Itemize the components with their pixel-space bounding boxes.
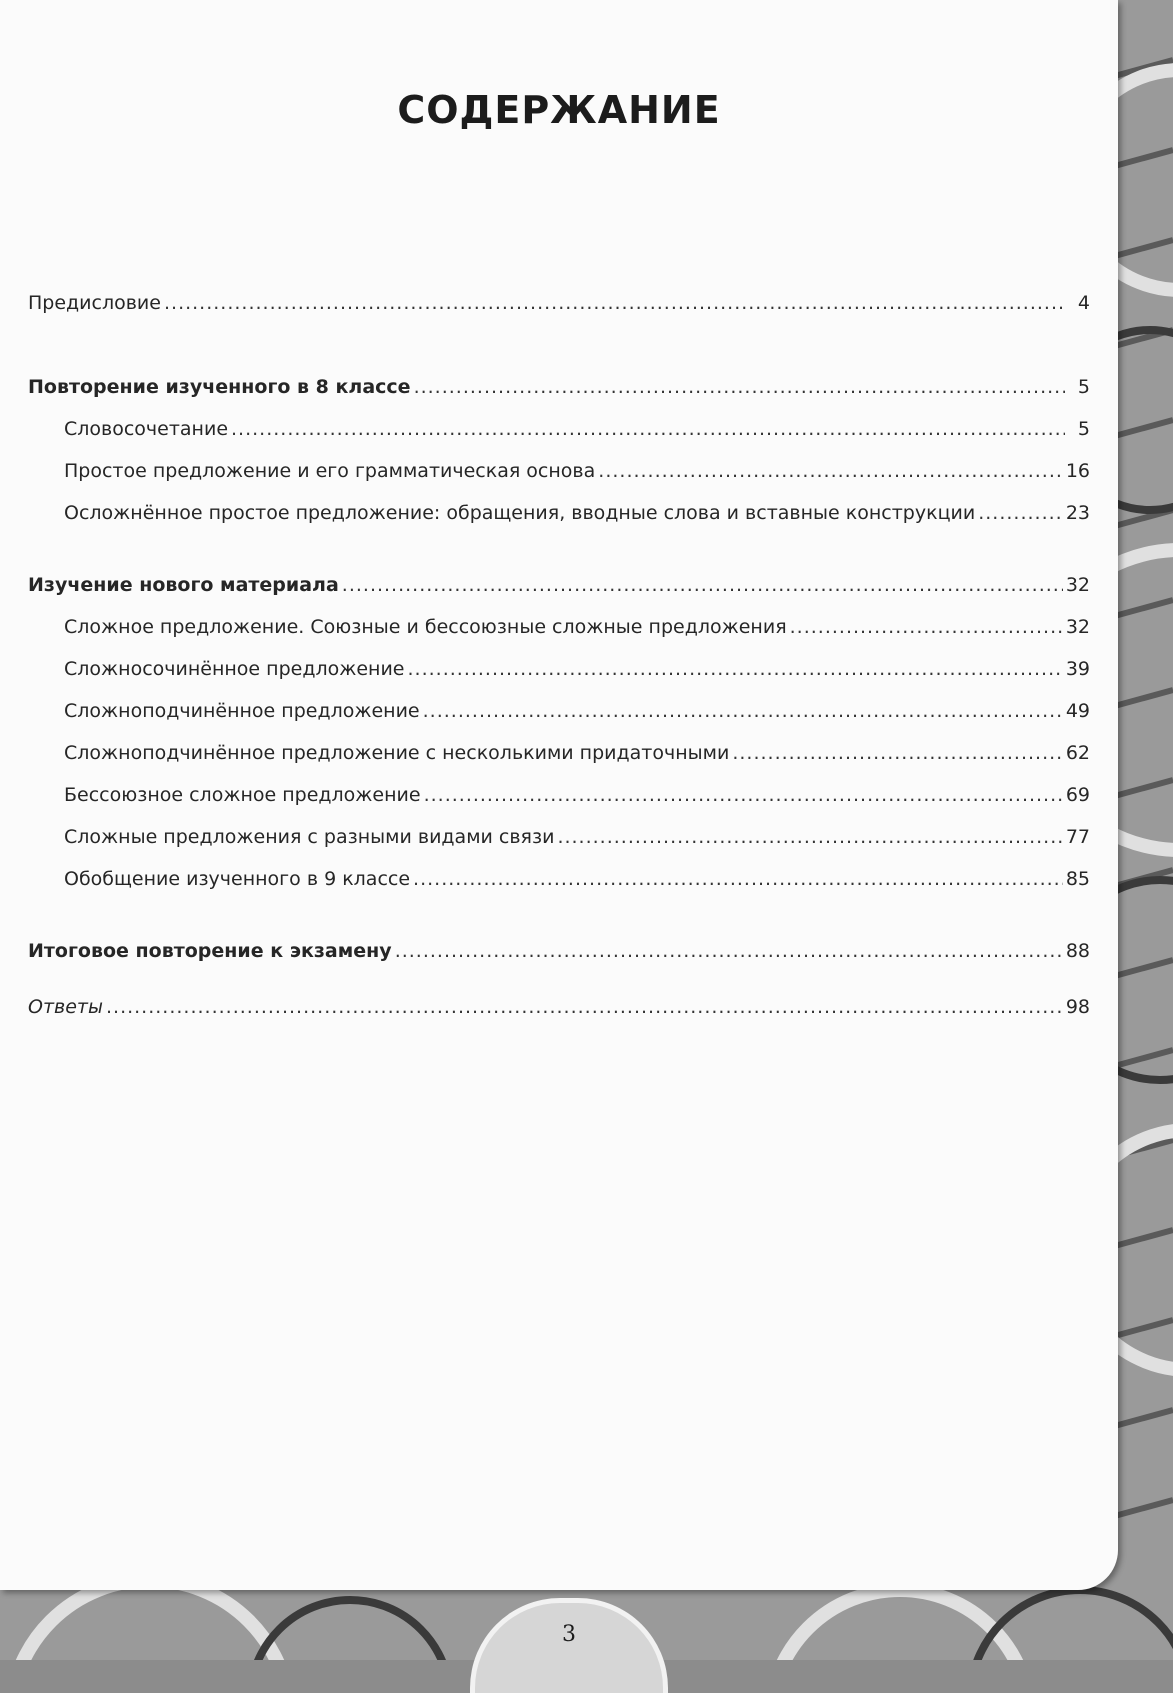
toc-entry-compound-sentence[interactable] bbox=[28, 658, 1090, 700]
dot-leader bbox=[342, 574, 1063, 596]
dot-leader bbox=[732, 742, 1062, 764]
toc-entry-label: Обобщение изученного в 9 классе bbox=[64, 868, 411, 890]
toc-entry-label: Сложносочинённое предложение bbox=[64, 658, 405, 680]
toc-entry-preface[interactable] bbox=[28, 292, 1090, 334]
toc-entry-page: 16 bbox=[1065, 460, 1090, 482]
toc-entry-page: 49 bbox=[1065, 700, 1090, 722]
toc-entry-page: 23 bbox=[1065, 502, 1090, 524]
toc-entry-page: 98 bbox=[1065, 996, 1090, 1018]
dot-leader bbox=[557, 826, 1062, 848]
table-of-contents bbox=[28, 292, 1090, 1038]
toc-entry-complicated-simple-sentence[interactable] bbox=[28, 502, 1090, 544]
toc-entry-page: 32 bbox=[1065, 616, 1090, 638]
toc-entry-page: 32 bbox=[1065, 574, 1090, 596]
toc-entry-label: Бессоюзное сложное предложение bbox=[64, 784, 421, 806]
dot-leader bbox=[790, 616, 1063, 638]
toc-entry-simple-sentence[interactable] bbox=[28, 460, 1090, 502]
page-number: 3 bbox=[562, 1622, 576, 1647]
dot-leader bbox=[395, 940, 1063, 962]
dot-leader bbox=[106, 996, 1063, 1018]
toc-entry-page: 85 bbox=[1065, 868, 1090, 890]
toc-section-final-review[interactable] bbox=[28, 940, 1090, 982]
dot-leader bbox=[978, 502, 1063, 524]
page-title: СОДЕРЖАНИЕ bbox=[397, 88, 721, 132]
toc-entry-mixed-connection[interactable] bbox=[28, 826, 1090, 868]
toc-entry-label: Простое предложение и его грамматическая основа bbox=[64, 460, 596, 482]
toc-entry-page: 39 bbox=[1065, 658, 1090, 680]
toc-entry-page: 5 bbox=[1077, 376, 1090, 398]
dot-leader bbox=[231, 418, 1065, 440]
toc-entry-page: 69 bbox=[1065, 784, 1090, 806]
toc-section-label: Итоговое повторение к экзамену bbox=[28, 940, 392, 962]
toc-entry-page: 4 bbox=[1077, 292, 1090, 314]
toc-entry-asyndetic-sentence[interactable] bbox=[28, 784, 1090, 826]
toc-section-review-grade-8[interactable] bbox=[28, 376, 1090, 418]
toc-entry-complex-subordinate[interactable] bbox=[28, 700, 1090, 742]
toc-section-label: Изучение нового материала bbox=[28, 574, 339, 596]
toc-entry-label: Сложноподчинённое предложение с несколькими придаточными bbox=[64, 742, 730, 764]
toc-entry-multiple-subordinate[interactable] bbox=[28, 742, 1090, 784]
dot-leader bbox=[413, 868, 1063, 890]
dot-leader bbox=[423, 700, 1063, 722]
toc-entry-generalization-grade-9[interactable] bbox=[28, 868, 1090, 910]
toc-entry-label: Предисловие bbox=[28, 292, 161, 314]
toc-section-new-material[interactable] bbox=[28, 574, 1090, 616]
toc-entry-label: Словосочетание bbox=[64, 418, 229, 440]
dot-leader bbox=[424, 784, 1063, 806]
toc-section-label: Повторение изученного в 8 классе bbox=[28, 376, 411, 398]
toc-entry-label: Ответы bbox=[28, 996, 103, 1018]
toc-entry-answers[interactable] bbox=[28, 996, 1090, 1038]
toc-entry-page: 88 bbox=[1065, 940, 1090, 962]
toc-entry-label: Осложнённое простое предложение: обращения, вводные слова и вставные конструкции bbox=[64, 502, 976, 524]
toc-entry-label: Сложное предложение. Союзные и бессоюзные сложные предложения bbox=[64, 616, 787, 638]
dot-leader bbox=[598, 460, 1063, 482]
dot-leader bbox=[408, 658, 1063, 680]
toc-entry-page: 5 bbox=[1077, 418, 1090, 440]
toc-entry-label: Сложноподчинённое предложение bbox=[64, 700, 420, 722]
dot-leader bbox=[164, 292, 1065, 314]
toc-entry-page: 77 bbox=[1065, 826, 1090, 848]
toc-entry-label: Сложные предложения с разными видами связи bbox=[64, 826, 555, 848]
toc-entry-page: 62 bbox=[1065, 742, 1090, 764]
toc-entry-complex-sentence[interactable] bbox=[28, 616, 1090, 658]
toc-entry-phrase[interactable] bbox=[28, 418, 1090, 460]
dot-leader bbox=[414, 376, 1065, 398]
